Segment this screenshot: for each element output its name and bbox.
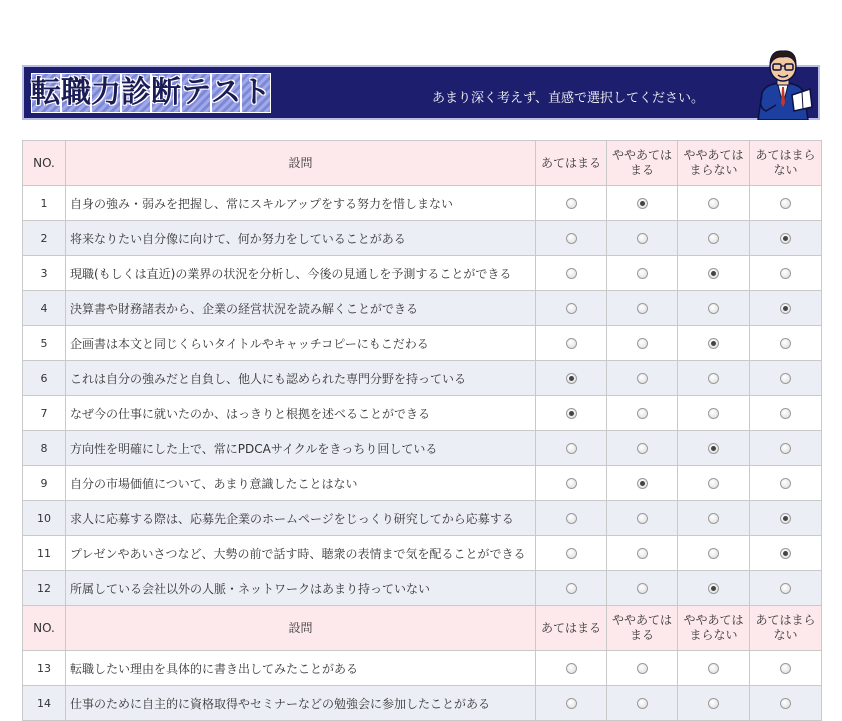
radio-option-2[interactable] [637,583,648,594]
radio-option-4[interactable] [780,478,791,489]
radio-option-2[interactable] [637,233,648,244]
banner-subtitle: あまり深く考えず、直感で選択してください。 [432,91,704,106]
option-header-applies-text: あてはまる [540,155,601,170]
radio-option-2[interactable] [637,198,648,209]
question-header [66,141,536,186]
radio-option-1[interactable] [566,198,577,209]
option-header-somewhat-not-applies-text: まらない [689,628,738,642]
radio-option-4[interactable] [780,338,791,349]
radio-option-3[interactable] [708,583,719,594]
option-cell [678,291,750,326]
option-header-somewhat-applies [607,141,678,186]
question-number: 8 [23,431,66,466]
question-number: 13 [23,651,66,686]
option-cell [678,256,750,291]
radio-option-2[interactable] [637,513,648,524]
radio-option-4[interactable] [780,408,791,419]
option-cell [536,396,607,431]
option-cell [607,466,678,501]
table-row [23,571,822,606]
radio-option-2[interactable] [637,478,648,489]
option-cell [678,186,750,221]
option-cell [536,361,607,396]
question-text: 決算書や財務諸表から、企業の経営状況を読み解くことができる [66,291,536,326]
option-cell [750,291,822,326]
radio-option-2[interactable] [637,338,648,349]
option-cell [607,361,678,396]
option-header-somewhat-applies-text: ややあては [611,613,672,627]
option-cell [607,686,678,721]
option-cell [750,326,822,361]
radio-option-3[interactable] [708,548,719,559]
radio-option-2[interactable] [637,303,648,314]
option-header-somewhat-not-applies [678,606,750,651]
question-text: 企画書は本文と同じくらいタイトルやキャッチコピーにもこだわる [66,326,536,361]
question-number: 6 [23,361,66,396]
question-text: 方向性を明確にした上で、常にPDCAサイクルをきっちり回している [66,431,536,466]
radio-option-1[interactable] [566,268,577,279]
radio-option-1[interactable] [566,233,577,244]
option-cell [750,221,822,256]
question-text: 自身の強み・弱みを把握し、常にスキルアップをする努力を惜しまない [66,186,536,221]
header-banner [22,65,820,120]
radio-option-4[interactable] [780,233,791,244]
option-header-not-applies-text: ない [773,628,798,642]
radio-option-3[interactable] [708,233,719,244]
option-header-somewhat-applies-text: ややあては [611,148,672,162]
option-cell [607,571,678,606]
question-text: 仕事のために自主的に資格取得やセミナーなどの勉強会に参加したことがある [66,686,536,721]
option-header-somewhat-applies-text: まる [629,628,654,642]
option-cell [678,431,750,466]
option-header-somewhat-not-applies [678,141,750,186]
radio-option-1[interactable] [566,408,577,419]
option-header-somewhat-not-applies-text: まらない [689,163,738,177]
title-char: 断 [151,73,181,113]
option-cell [536,571,607,606]
question-number: 10 [23,501,66,536]
title-char: 転 [31,73,61,113]
radio-option-4[interactable] [780,373,791,384]
radio-option-2[interactable] [637,268,648,279]
option-header-applies [536,606,607,651]
question-header [66,606,536,651]
question-text: 現職(もしくは直近)の業界の状況を分析し、今後の見通しを予測することができる [66,256,536,291]
option-cell [750,256,822,291]
radio-option-2[interactable] [637,373,648,384]
table-row [23,326,822,361]
option-cell [607,291,678,326]
no-header-text: NO. [33,620,55,635]
radio-option-1[interactable] [566,338,577,349]
option-cell [750,361,822,396]
question-text: プレゼンやあいさつなど、大勢の前で話す時、聴衆の表情まで気を配ることができる [66,536,536,571]
option-cell [536,501,607,536]
option-header-not-applies [750,606,822,651]
radio-option-4[interactable] [780,268,791,279]
question-text: 転職したい理由を具体的に書き出してみたことがある [66,651,536,686]
option-cell [536,221,607,256]
radio-option-4[interactable] [780,548,791,559]
option-header-somewhat-applies [607,606,678,651]
radio-option-3[interactable] [708,443,719,454]
radio-option-1[interactable] [566,663,577,674]
question-number: 3 [23,256,66,291]
option-cell [750,466,822,501]
option-cell [678,571,750,606]
option-cell [750,571,822,606]
option-cell [750,536,822,571]
radio-option-4[interactable] [780,663,791,674]
question-text: 自分の市場価値について、あまり意識したことはない [66,466,536,501]
option-cell [750,501,822,536]
radio-option-1[interactable] [566,373,577,384]
question-table [22,140,822,721]
radio-option-4[interactable] [780,513,791,524]
question-header-text: 設問 [288,155,313,170]
question-number: 2 [23,221,66,256]
option-header-not-applies-text: ない [773,163,798,177]
radio-option-3[interactable] [708,198,719,209]
option-cell [607,501,678,536]
option-cell [607,256,678,291]
option-cell [750,431,822,466]
option-cell [607,536,678,571]
title-char: 職 [61,73,91,113]
radio-option-1[interactable] [566,548,577,559]
question-number: 4 [23,291,66,326]
option-cell [536,186,607,221]
table-row [23,291,822,326]
table-row [23,651,822,686]
radio-option-1[interactable] [566,478,577,489]
question-number: 11 [23,536,66,571]
option-cell [536,686,607,721]
option-cell [750,651,822,686]
radio-option-4[interactable] [780,443,791,454]
question-text: これは自分の強みだと自負し、他人にも認められた専門分野を持っている [66,361,536,396]
option-cell [607,651,678,686]
no-header [23,141,66,186]
table-header-row [23,141,822,186]
table-row [23,466,822,501]
radio-option-2[interactable] [637,663,648,674]
radio-option-2[interactable] [637,548,648,559]
table-row [23,501,822,536]
table-header-row [23,606,822,651]
option-cell [678,536,750,571]
table-row [23,256,822,291]
radio-option-3[interactable] [708,513,719,524]
question-number: 7 [23,396,66,431]
mascot-illustration [752,45,814,120]
question-number: 12 [23,571,66,606]
option-cell [678,651,750,686]
option-cell [607,431,678,466]
question-header-text: 設問 [288,620,313,635]
option-cell [607,396,678,431]
option-cell [607,221,678,256]
option-cell [678,221,750,256]
radio-option-4[interactable] [780,583,791,594]
table-row [23,361,822,396]
option-cell [607,326,678,361]
radio-option-1[interactable] [566,513,577,524]
no-header-text: NO. [33,155,55,170]
option-cell [536,536,607,571]
option-cell [607,186,678,221]
radio-option-3[interactable] [708,268,719,279]
option-cell [536,326,607,361]
radio-option-2[interactable] [637,408,648,419]
page-title-logo [31,73,271,114]
option-cell [536,291,607,326]
radio-option-3[interactable] [708,408,719,419]
question-text: なぜ今の仕事に就いたのか、はっきりと根拠を述べることができる [66,396,536,431]
title-char: ト [241,73,271,113]
radio-option-3[interactable] [708,373,719,384]
option-header-not-applies [750,141,822,186]
option-header-somewhat-not-applies-text: ややあては [683,148,744,162]
question-text: 所属している会社以外の人脈・ネットワークはあまり持っていない [66,571,536,606]
title-char: 力 [91,73,121,113]
option-cell [678,396,750,431]
title-char: テ [181,73,211,113]
radio-option-4[interactable] [780,198,791,209]
option-cell [536,431,607,466]
no-header [23,606,66,651]
option-header-applies-text: あてはまる [540,620,601,635]
radio-option-3[interactable] [708,478,719,489]
radio-option-3[interactable] [708,663,719,674]
radio-option-4[interactable] [780,303,791,314]
question-number: 1 [23,186,66,221]
table-row [23,536,822,571]
radio-option-1[interactable] [566,583,577,594]
question-text: 求人に応募する際は、応募先企業のホームページをじっくり研究してから応募する [66,501,536,536]
question-number: 14 [23,686,66,721]
option-cell [678,326,750,361]
option-cell [678,466,750,501]
title-char: 診 [121,73,151,113]
question-text: 将来なりたい自分像に向けて、何か努力をしていることがある [66,221,536,256]
table-row [23,431,822,466]
option-header-somewhat-not-applies-text: ややあては [683,613,744,627]
radio-option-3[interactable] [708,338,719,349]
radio-option-1[interactable] [566,303,577,314]
radio-option-4[interactable] [780,698,791,709]
option-cell [536,466,607,501]
radio-option-2[interactable] [637,443,648,454]
question-number: 9 [23,466,66,501]
option-cell [750,396,822,431]
option-cell [750,686,822,721]
option-header-somewhat-applies-text: まる [629,163,654,177]
radio-option-3[interactable] [708,698,719,709]
radio-option-1[interactable] [566,698,577,709]
radio-option-1[interactable] [566,443,577,454]
table-row [23,686,822,721]
question-number: 5 [23,326,66,361]
option-header-not-applies-text: あてはまら [755,148,816,162]
radio-option-3[interactable] [708,303,719,314]
table-row [23,186,822,221]
option-header-not-applies-text: あてはまら [755,613,816,627]
title-char: ス [211,73,241,113]
option-cell [678,686,750,721]
radio-option-2[interactable] [637,698,648,709]
option-cell [678,361,750,396]
option-cell [750,186,822,221]
option-cell [536,256,607,291]
option-cell [536,651,607,686]
option-cell [678,501,750,536]
option-header-applies [536,141,607,186]
table-row [23,221,822,256]
table-row [23,396,822,431]
